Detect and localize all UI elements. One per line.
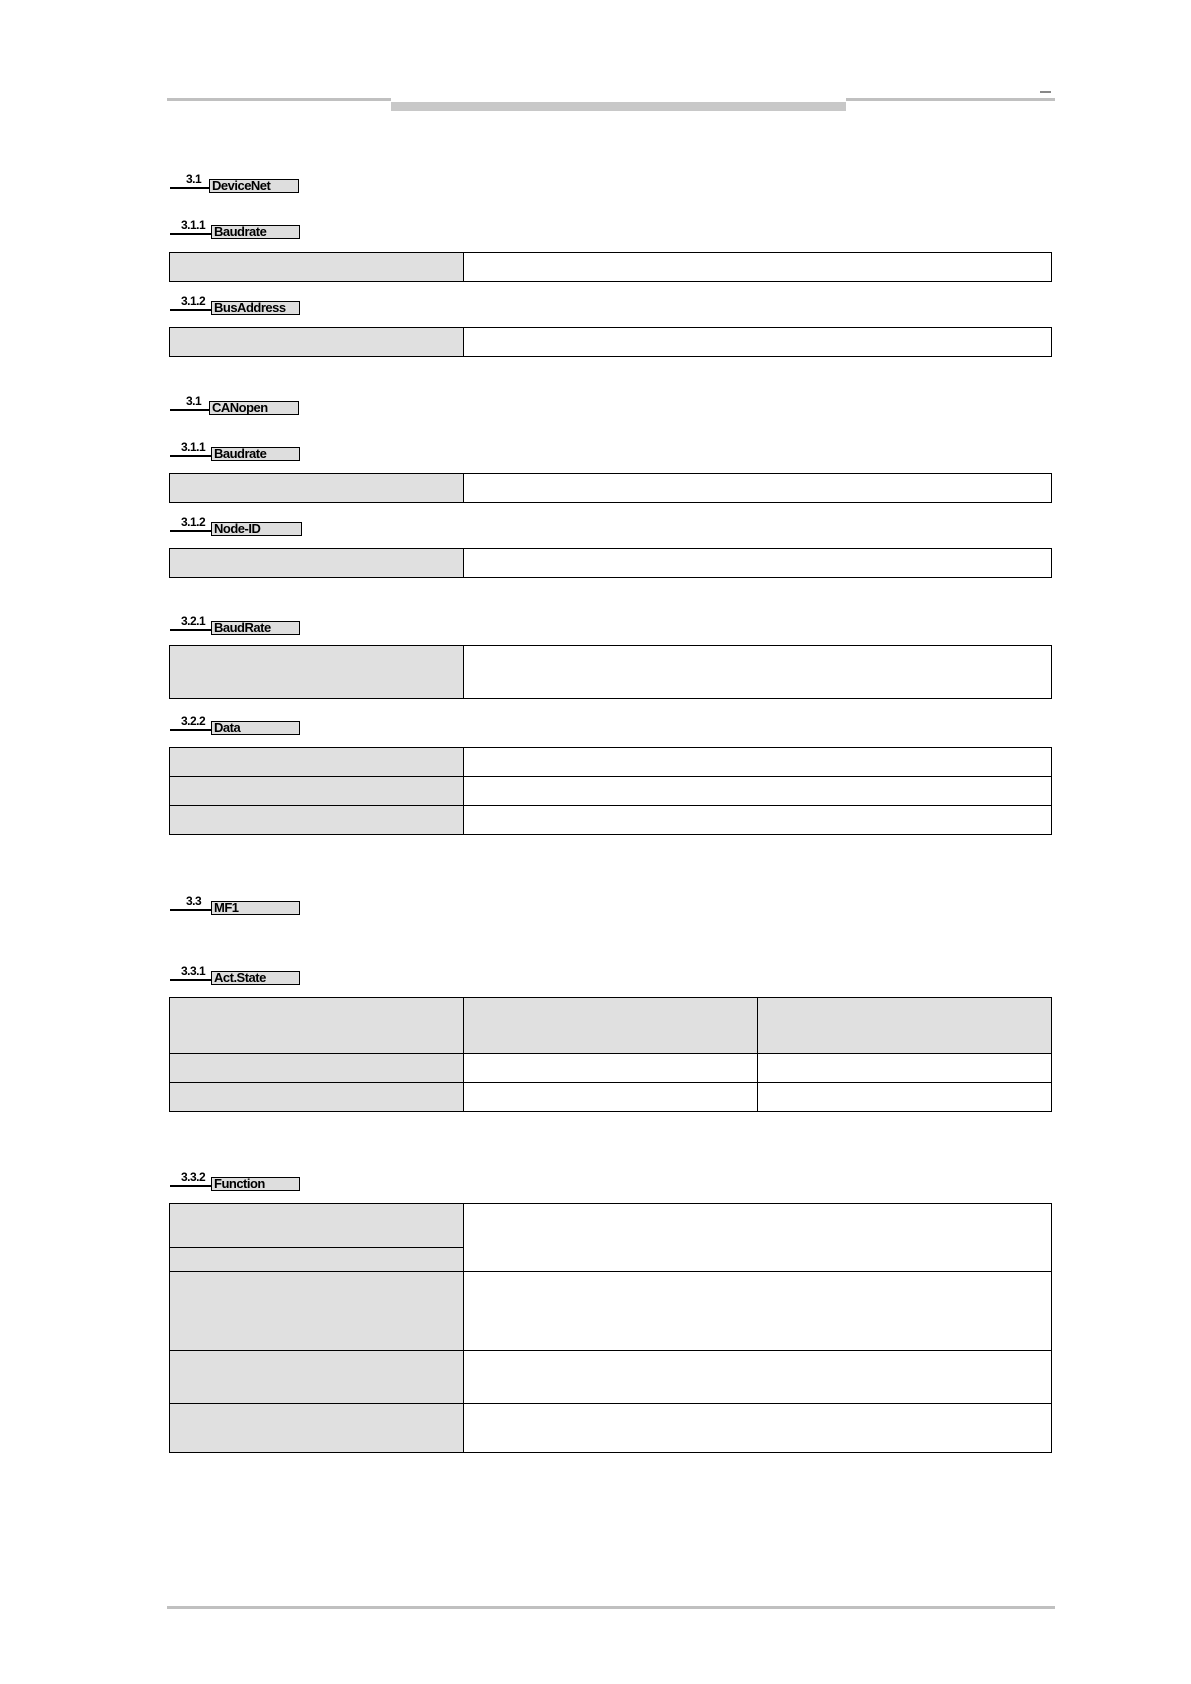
table-cell bbox=[170, 748, 464, 777]
section-number: 3.1.1 bbox=[181, 218, 206, 232]
section-label: BaudRate bbox=[211, 621, 300, 635]
section-label: DeviceNet bbox=[209, 179, 299, 193]
table-cell bbox=[464, 1204, 1052, 1272]
section-number: 3.3.1 bbox=[181, 964, 206, 978]
table-cell bbox=[464, 646, 1052, 699]
section-underline bbox=[170, 530, 212, 532]
canopen-baudrate-table bbox=[169, 473, 1052, 503]
busaddress-table bbox=[169, 327, 1052, 357]
table-cell bbox=[170, 646, 464, 699]
section-label: Function bbox=[211, 1177, 300, 1191]
section-label: Baudrate bbox=[211, 225, 300, 239]
section-number: 3.3 bbox=[186, 894, 202, 908]
section-number: 3.1 bbox=[186, 172, 202, 186]
table-cell bbox=[464, 1054, 758, 1083]
table-cell bbox=[170, 806, 464, 835]
table-cell bbox=[170, 474, 464, 503]
section-number: 3.1.2 bbox=[181, 515, 206, 529]
header-rule-left bbox=[167, 98, 391, 101]
baudrate-table bbox=[169, 252, 1052, 282]
table-cell bbox=[464, 1272, 1052, 1351]
act-state-table bbox=[169, 997, 1052, 1112]
section-number: 3.2.1 bbox=[181, 614, 206, 628]
section-underline bbox=[170, 909, 212, 911]
section-label: CANopen bbox=[209, 401, 299, 415]
table-cell bbox=[464, 806, 1052, 835]
table-cell bbox=[170, 1204, 464, 1248]
section-label: Node-ID bbox=[211, 522, 302, 536]
section-devicenet bbox=[170, 172, 300, 194]
table-cell bbox=[464, 998, 758, 1054]
section-function bbox=[170, 1170, 302, 1192]
section-canopen bbox=[170, 394, 300, 416]
header-bar-center bbox=[391, 102, 846, 111]
node-id-table bbox=[169, 548, 1052, 578]
section-underline bbox=[170, 729, 212, 731]
section-underline bbox=[170, 187, 210, 189]
table-cell bbox=[170, 328, 464, 357]
section-number: 3.1.1 bbox=[181, 440, 206, 454]
section-number: 3.1 bbox=[186, 394, 202, 408]
section-underline bbox=[170, 979, 212, 981]
section-label: Data bbox=[211, 721, 300, 735]
table-cell bbox=[464, 328, 1052, 357]
section-underline bbox=[170, 629, 212, 631]
section-data bbox=[170, 714, 302, 736]
data-table bbox=[169, 747, 1052, 835]
table-cell bbox=[464, 253, 1052, 282]
section-label: MF1 bbox=[211, 901, 300, 915]
table-cell bbox=[170, 777, 464, 806]
table-cell bbox=[170, 549, 464, 578]
table-cell bbox=[170, 1351, 464, 1404]
section-underline bbox=[170, 309, 212, 311]
table-cell bbox=[170, 998, 464, 1054]
table-cell bbox=[464, 777, 1052, 806]
table-cell bbox=[170, 1404, 464, 1453]
section-label: Act.State bbox=[211, 971, 300, 985]
header-rule-right bbox=[846, 98, 1055, 101]
section-act-state bbox=[170, 964, 302, 986]
table-cell bbox=[464, 1083, 758, 1112]
section-baudrate-canopen bbox=[170, 440, 300, 462]
table-cell bbox=[464, 748, 1052, 777]
section-busaddress bbox=[170, 294, 302, 316]
table-cell bbox=[464, 474, 1052, 503]
section-label: BusAddress bbox=[211, 301, 300, 315]
table-cell bbox=[170, 1083, 464, 1112]
section-underline bbox=[170, 233, 212, 235]
section-underline bbox=[170, 455, 212, 457]
table-cell bbox=[170, 1054, 464, 1083]
table-cell bbox=[464, 1404, 1052, 1453]
section-baudrate-2 bbox=[170, 614, 302, 636]
table-cell bbox=[758, 1083, 1052, 1112]
baudrate-2-table bbox=[169, 645, 1052, 699]
table-cell bbox=[758, 1054, 1052, 1083]
section-underline bbox=[170, 409, 210, 411]
table-cell bbox=[758, 998, 1052, 1054]
section-number: 3.1.2 bbox=[181, 294, 206, 308]
section-number: 3.3.2 bbox=[181, 1170, 206, 1184]
function-table bbox=[169, 1203, 1052, 1453]
section-underline bbox=[170, 1185, 212, 1187]
table-cell bbox=[170, 253, 464, 282]
section-number: 3.2.2 bbox=[181, 714, 206, 728]
table-cell bbox=[464, 1351, 1052, 1404]
section-node-id bbox=[170, 515, 304, 537]
table-cell bbox=[170, 1272, 464, 1351]
table-cell bbox=[464, 549, 1052, 578]
section-label: Baudrate bbox=[211, 447, 300, 461]
section-baudrate bbox=[170, 218, 300, 240]
footer-rule bbox=[167, 1606, 1055, 1609]
section-mf1 bbox=[170, 894, 302, 916]
header-mark bbox=[1040, 91, 1051, 93]
table-cell bbox=[170, 1248, 464, 1272]
